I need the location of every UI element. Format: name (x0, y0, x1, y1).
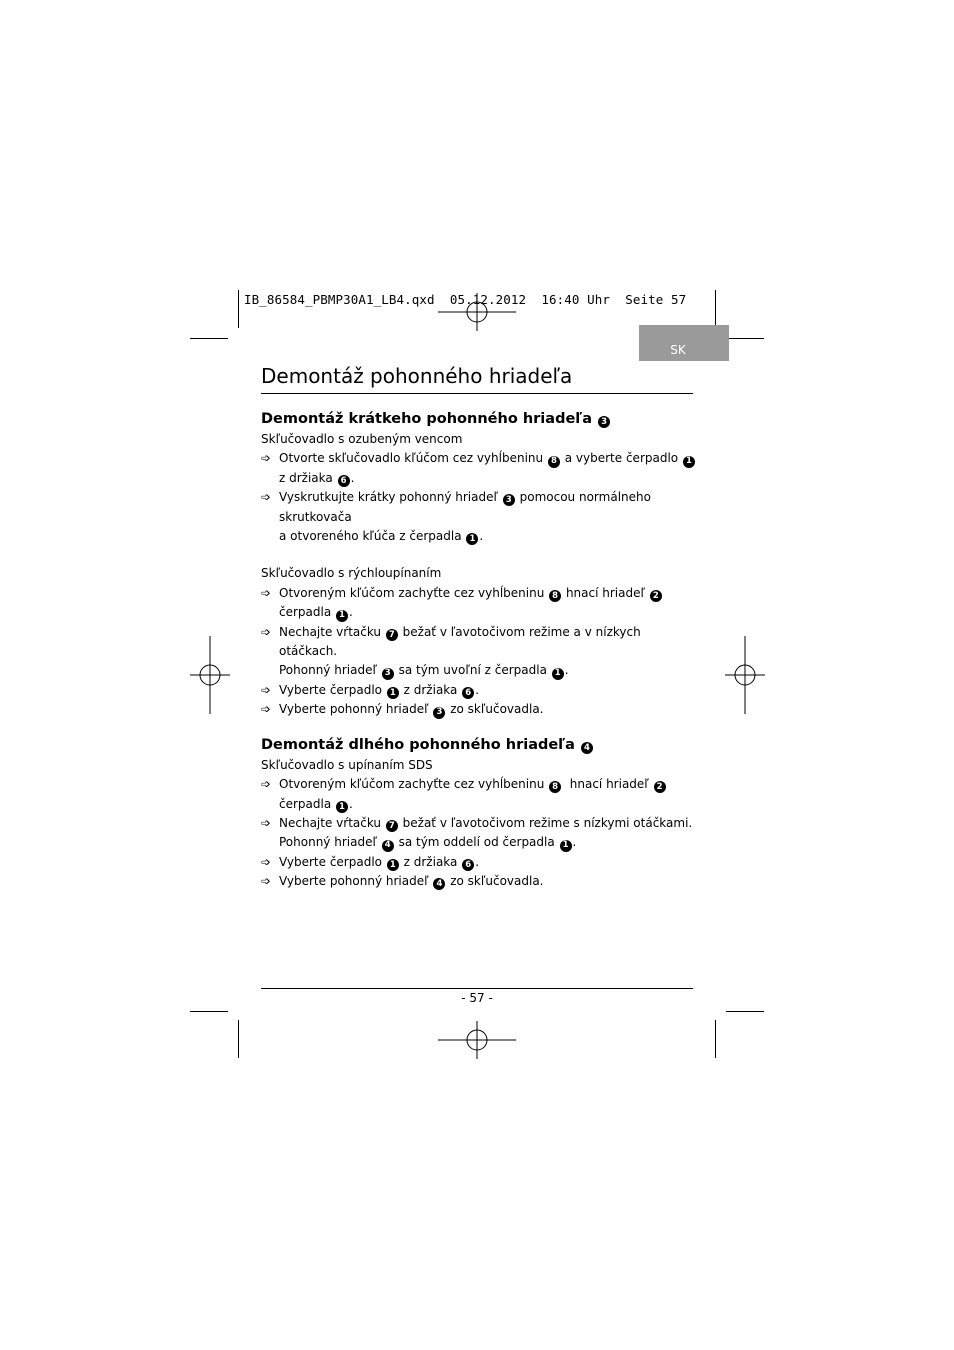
part-number-badge: 4 (581, 742, 593, 754)
arrow-right-icon: ➩ (261, 777, 272, 792)
part-number-badge: 6 (338, 475, 350, 487)
part-number-badge: 3 (382, 668, 394, 680)
part-number-badge: 1 (683, 456, 695, 468)
part-number-badge: 1 (387, 687, 399, 699)
arrow-right-icon: ➩ (261, 854, 272, 869)
step-text: Vyskrutkujte krátky pohonný hriadeľ (279, 490, 502, 505)
part-number-badge: 1 (336, 801, 348, 813)
step-line (279, 775, 701, 814)
step-list (261, 775, 701, 891)
step-text: sa tým oddelí od čerpadla (394, 835, 559, 850)
step-line (279, 681, 701, 700)
step-text: . (349, 796, 353, 811)
step-text: pomocou normálneho skrutkovača (279, 490, 655, 524)
step-line (279, 623, 701, 662)
step-text: bežať v ľavotočivom režime a v nízkych otáčkach. (279, 624, 645, 659)
step-item (261, 775, 701, 814)
step-text: a otvoreného kľúča z čerpadla (279, 529, 466, 544)
step-line (279, 661, 701, 680)
arrow-right-icon: ➩ (261, 490, 272, 505)
part-number-badge: 3 (503, 494, 515, 506)
step-text: Vyberte čerpadlo (279, 682, 386, 697)
step-text: bežať v ľavotočivom režime s nízkymi otáčkami. (398, 815, 693, 830)
crop-mark (190, 338, 228, 339)
crop-mark (715, 1020, 716, 1058)
arrow-right-icon: ➩ (261, 451, 272, 466)
step-item (261, 814, 701, 853)
step-text: Otvorte skľučovadlo kľúčom cez vyhĺbeninu (279, 451, 547, 466)
step-text: Otvoreným kľúčom zachyťte cez vyhĺbeninu (279, 777, 549, 792)
step-item (261, 449, 701, 488)
step-list (261, 449, 701, 546)
section-title (261, 408, 701, 430)
step-text: . (350, 470, 355, 485)
registration-mark-icon (190, 636, 230, 714)
section-title-text: Demontáž krátkeho pohonného hriadeľa (261, 411, 593, 427)
step-line (279, 449, 701, 468)
part-number-badge: 1 (560, 840, 572, 852)
step-line (279, 469, 701, 488)
step-item (261, 488, 701, 546)
crop-mark (726, 1011, 764, 1012)
step-text: a vyberte čerpadlo (560, 451, 682, 466)
step-item (261, 872, 701, 891)
registration-mark-icon (725, 636, 765, 714)
title-divider (261, 393, 693, 394)
step-text: Vyberte čerpadlo (279, 854, 386, 869)
step-text: . (475, 682, 480, 697)
step-text: Pohonný hriadeľ (279, 835, 381, 850)
step-item (261, 584, 701, 623)
step-line (279, 603, 701, 622)
step-text: čerpadla (279, 605, 336, 620)
part-number-badge: 7 (386, 629, 398, 641)
spacer (261, 546, 701, 564)
step-text: Nechajte vŕtačku (279, 624, 385, 639)
arrow-right-icon: ➩ (261, 585, 272, 600)
step-text: hnací hriadeľ (562, 585, 649, 600)
part-number-badge: 6 (462, 687, 474, 699)
step-item (261, 681, 701, 700)
part-number-badge: 1 (336, 610, 348, 622)
part-number-badge: 7 (386, 820, 398, 832)
page-number: - 57 - (461, 991, 493, 1005)
part-number-badge: 4 (382, 840, 394, 852)
step-text: z držiaka (399, 682, 462, 697)
step-line (279, 833, 701, 852)
step-text: z držiaka (399, 854, 462, 869)
part-number-badge: 3 (598, 416, 610, 428)
footer-divider (261, 988, 693, 989)
registration-mark-icon (438, 291, 516, 331)
step-item (261, 623, 701, 681)
part-number-badge: 8 (549, 781, 561, 793)
chuck-type-label: Skľučovadlo s ozubeným vencom (261, 432, 463, 446)
step-item (261, 700, 701, 719)
crop-mark (726, 338, 764, 339)
part-number-badge: 2 (650, 590, 662, 602)
step-text: hnací hriadeľ (562, 777, 653, 792)
part-number-badge: 8 (548, 456, 560, 468)
chuck-type-label: Skľučovadlo s upínaním SDS (261, 757, 433, 772)
step-line (279, 853, 701, 872)
crop-mark (238, 290, 239, 328)
step-text: . (479, 529, 484, 544)
arrow-right-icon: ➩ (261, 624, 272, 639)
step-text: Pohonný hriadeľ (279, 663, 381, 678)
arrow-right-icon: ➩ (261, 874, 272, 889)
step-text: čerpadla (279, 777, 671, 811)
part-number-badge: 8 (549, 590, 561, 602)
part-number-badge: 6 (462, 859, 474, 871)
part-number-badge: 4 (433, 878, 445, 890)
step-line (279, 872, 701, 891)
arrow-right-icon: ➩ (261, 702, 272, 717)
step-line (279, 700, 701, 719)
step-text: Otvoreným kľúčom zachyťte cez vyhĺbeninu (279, 585, 549, 600)
language-tab (639, 325, 729, 361)
crop-mark (715, 290, 716, 328)
step-text: Nechajte vŕtačku (279, 815, 385, 830)
step-line (279, 814, 701, 833)
step-line (279, 527, 701, 546)
step-text: . (572, 835, 577, 850)
arrow-right-icon: ➩ (261, 815, 272, 830)
crop-mark (238, 1020, 239, 1058)
step-text: . (564, 663, 569, 678)
step-item (261, 853, 701, 872)
page-title: Demontáž pohonného hriadeľa (261, 364, 573, 388)
language-code: SK (670, 343, 686, 357)
instructions-content (261, 408, 701, 892)
step-text: . (475, 854, 480, 869)
step-text: z držiaka (279, 470, 337, 485)
crop-mark (190, 1011, 228, 1012)
step-line (279, 584, 701, 603)
step-line (279, 488, 701, 527)
step-text: . (349, 605, 353, 620)
part-number-badge: 2 (654, 781, 666, 793)
section-title (261, 734, 701, 756)
arrow-right-icon: ➩ (261, 682, 272, 697)
step-list (261, 584, 701, 720)
section-title-text: Demontáž dlhého pohonného hriadeľa (261, 736, 575, 753)
print-slug-line: IB_86584_PBMP30A1_LB4.qxd 05.12.2012 16:40 Uhr Seite 57 (244, 292, 687, 307)
step-text: zo skľučovadla. (446, 874, 544, 889)
step-text: Vyberte pohonný hriadeľ (279, 702, 433, 717)
step-text: zo skľučovadla. (446, 702, 544, 717)
step-text: Vyberte pohonný hriadeľ (279, 874, 433, 889)
registration-mark-icon (438, 1021, 516, 1059)
spacer (261, 720, 701, 734)
part-number-badge: 1 (466, 533, 478, 545)
part-number-badge: 1 (552, 668, 564, 680)
part-number-badge: 1 (387, 859, 399, 871)
chuck-type-label: Skľučovadlo s rýchloupínaním (261, 566, 442, 581)
part-number-badge: 3 (433, 707, 445, 719)
step-text: sa tým uvoľní z čerpadla (394, 663, 551, 678)
